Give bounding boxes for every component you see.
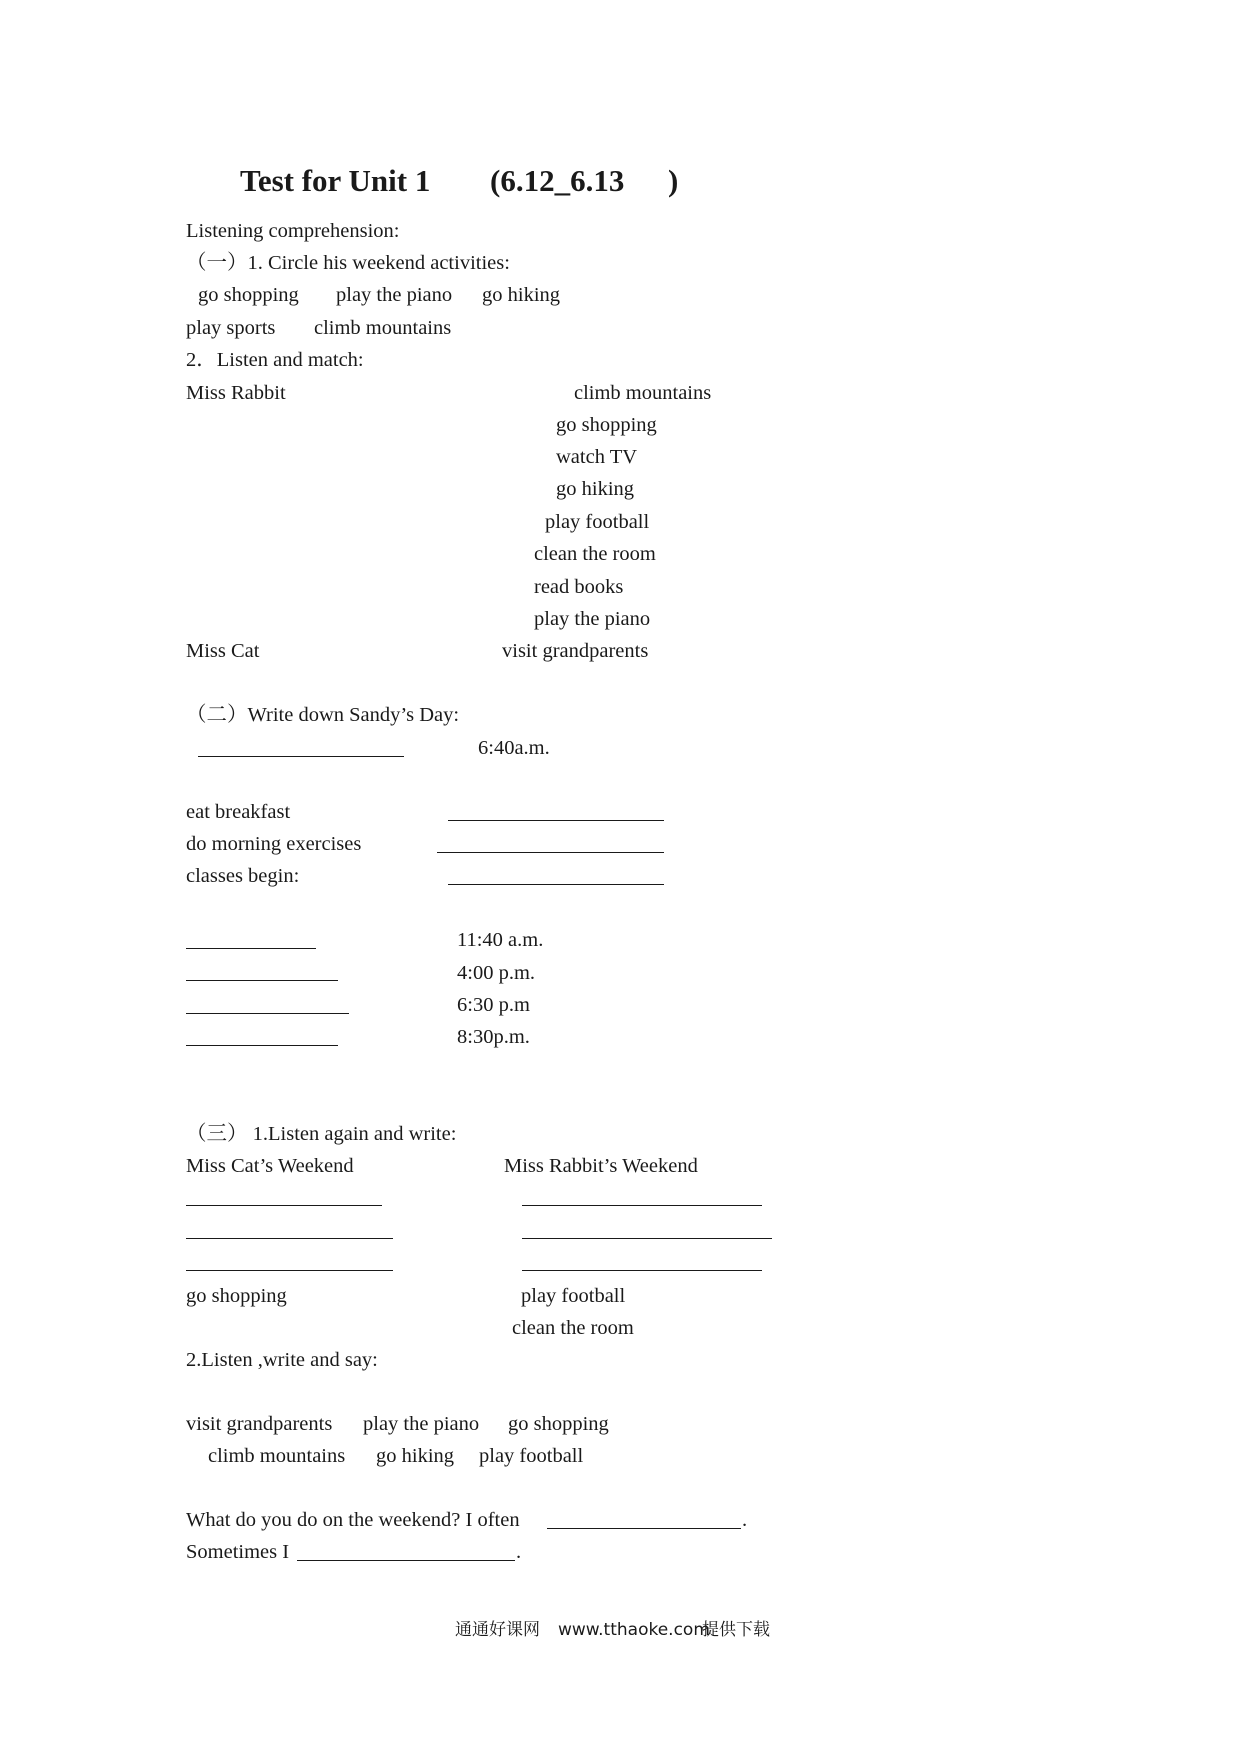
question-line: Sometimes I [186,1541,290,1563]
activity-option: play sports [186,317,276,339]
footer-site-name: 通通好课网 [455,1620,540,1640]
title-main: Test for Unit 1 [240,163,431,198]
part2-label: 2．Listen and match: [186,349,364,371]
section-heading: Listening comprehension: [186,220,400,242]
question-line: What do you do on the weekend? I often [186,1509,520,1531]
section3-label: （三） 1.Listen again and write: [186,1123,457,1145]
match-option: go hiking [556,478,635,500]
match-option: clean the room [534,543,656,565]
title-close-paren: ) [668,163,679,198]
match-option: play the piano [534,608,651,630]
activity-option: go hiking [482,284,561,306]
given-activity: play football [521,1285,626,1307]
answer-blank[interactable] [522,1238,772,1239]
answer-blank[interactable] [437,852,664,853]
answer-blank[interactable] [186,1205,382,1206]
word-bank-item: play football [479,1445,584,1467]
answer-blank[interactable] [448,884,664,885]
title-date: (6.12_6.13 [490,163,625,198]
match-option: read books [534,576,624,598]
time-label: 6:30 p.m [457,994,530,1016]
word-bank-item: play the piano [363,1413,480,1435]
answer-blank[interactable] [522,1205,762,1206]
activity-option: go shopping [198,284,299,306]
match-option: go shopping [556,414,657,436]
given-activity: go shopping [186,1285,287,1307]
part1-label: （一）1. Circle his weekend activities: [186,252,510,274]
footer-download-text: 提供下载 [702,1620,770,1640]
column-heading-rabbit: Miss Rabbit’s Weekend [504,1155,698,1177]
word-bank-item: climb mountains [208,1445,346,1467]
match-option: climb mountains [574,382,712,404]
activity-option: climb mountains [314,317,452,339]
answer-blank[interactable] [186,1045,338,1046]
match-option: watch TV [556,446,638,468]
answer-blank[interactable] [448,820,664,821]
answer-blank[interactable] [186,948,316,949]
word-bank-item: go hiking [376,1445,455,1467]
word-bank-item: go shopping [508,1413,609,1435]
match-option: visit grandparents [502,640,649,662]
match-person-a: Miss Rabbit [186,382,286,404]
answer-blank[interactable] [186,1238,393,1239]
part2-write-label: 2.Listen ,write and say: [186,1349,378,1371]
word-bank-item: visit grandparents [186,1413,333,1435]
column-heading-cat: Miss Cat’s Weekend [186,1155,354,1177]
answer-blank[interactable] [198,756,404,757]
match-person-b: Miss Cat [186,640,260,662]
answer-blank[interactable] [186,1270,393,1271]
period: . [516,1541,522,1563]
given-activity: clean the room [512,1317,634,1339]
answer-blank[interactable] [522,1270,762,1271]
answer-blank[interactable] [297,1560,515,1561]
time-label: 11:40 a.m. [457,929,544,951]
answer-blank[interactable] [186,1013,349,1014]
footer-url[interactable]: www.tthaoke.com [558,1620,710,1640]
answer-blank[interactable] [547,1528,741,1529]
time-label: 8:30p.m. [457,1026,530,1048]
day-activity: eat breakfast [186,801,291,823]
time-label: 6:40a.m. [478,737,550,759]
day-activity: classes begin: [186,865,300,887]
period: . [742,1509,748,1531]
answer-blank[interactable] [186,980,338,981]
day-activity: do morning exercises [186,833,362,855]
time-label: 4:00 p.m. [457,962,536,984]
match-option: play football [545,511,650,533]
activity-option: play the piano [336,284,453,306]
section2-label: （二）Write down Sandy’s Day: [186,704,460,726]
